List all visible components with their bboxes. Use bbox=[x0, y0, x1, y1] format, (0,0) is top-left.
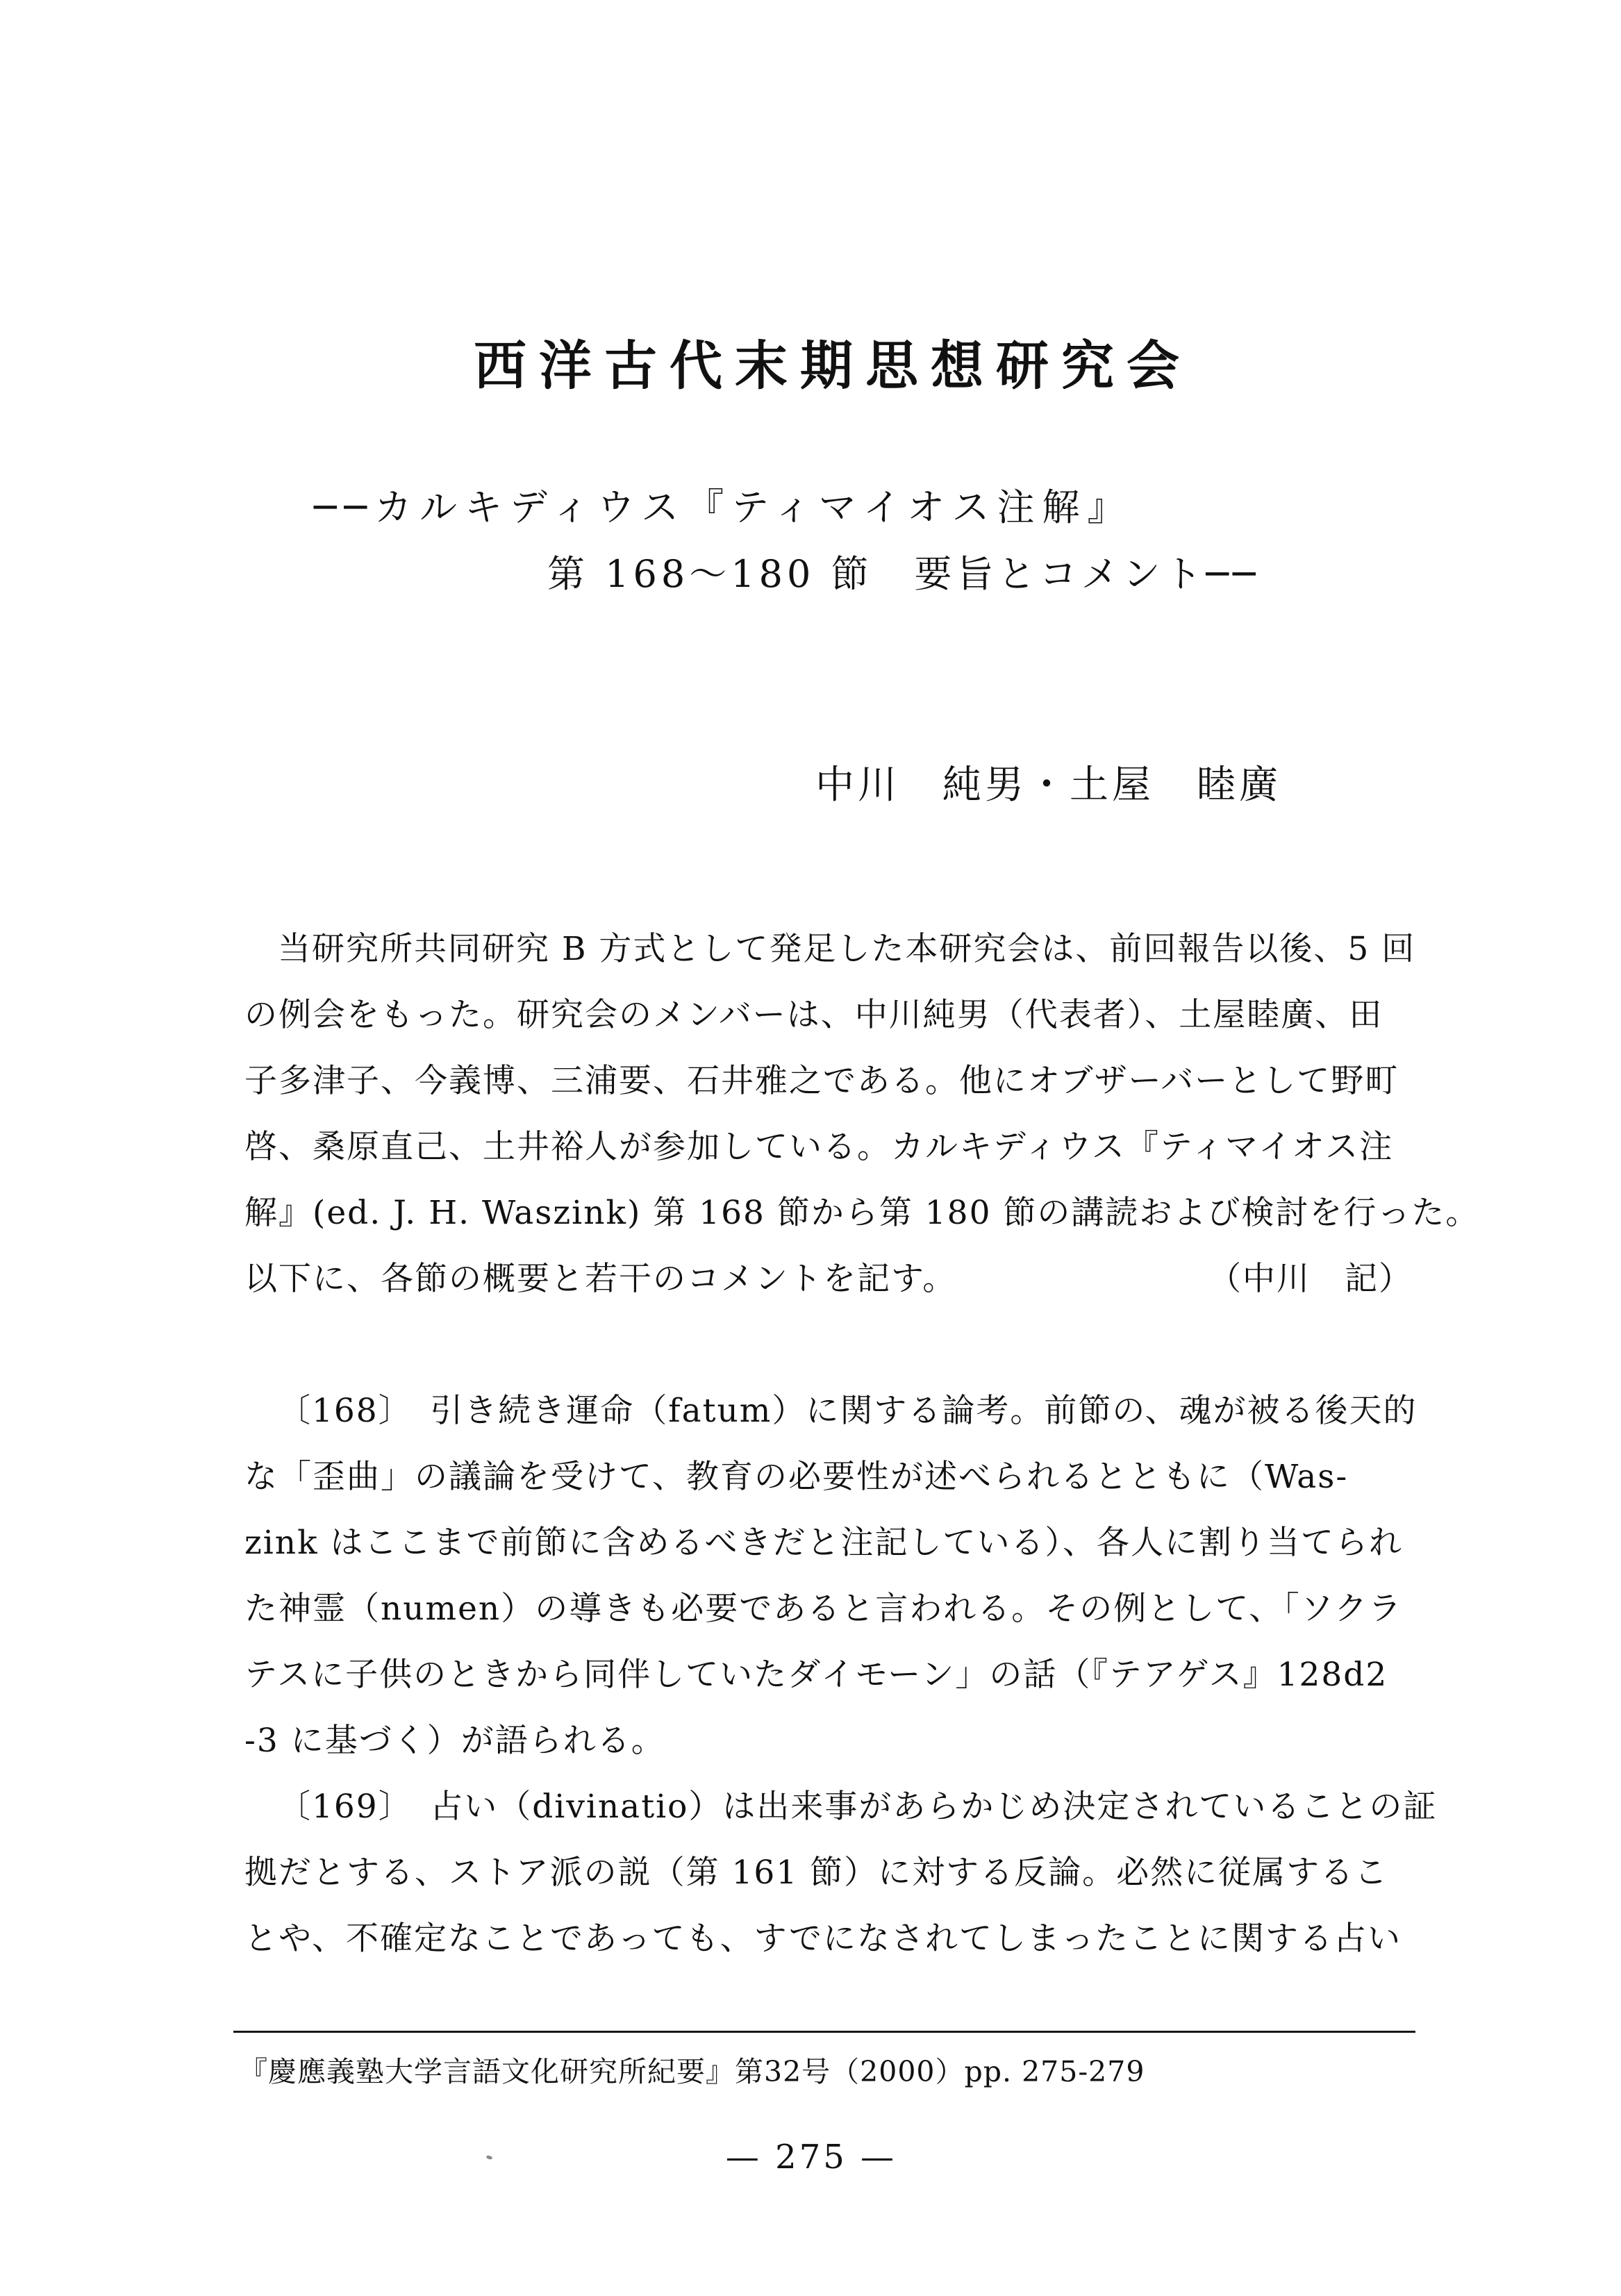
body-text bbox=[244, 916, 1480, 1972]
text-line bbox=[244, 1246, 1413, 1312]
text-line: 〔168〕 引き続き運命（fatum）に関する論考。前節の、魂が被る後天的 bbox=[278, 1392, 1418, 1430]
page-number: — 275 — bbox=[725, 2138, 897, 2177]
text-line: zink はここまで前節に含めるべきだと注記している）、各人に割り当てられ bbox=[244, 1524, 1403, 1562]
section-168-paragraph bbox=[244, 1378, 1418, 1774]
text-line: 子多津子、今義博、三浦要、石井雅之である。他にオブザーバーとして野町 bbox=[244, 1062, 1399, 1100]
text-line: -3 に基づく）が語られる。 bbox=[244, 1722, 665, 1760]
intro-paragraph bbox=[244, 916, 1480, 1312]
page-title: 西洋古代末期思想研究会 bbox=[474, 335, 1192, 397]
text-line: た神霊（numen）の導きも必要であると言われる。その例として、「ソクラ bbox=[244, 1590, 1403, 1628]
text-line: な「歪曲」の議論を受けて、教育の必要性が述べられるとともに（Was- bbox=[244, 1458, 1349, 1496]
footnote-divider bbox=[233, 2031, 1415, 2033]
closing-sentence: 以下に、各節の概要と若干のコメントを記す。 bbox=[244, 1260, 957, 1298]
text-line: テスに子供のときから同伴していたダイモーン」の話（『テアゲス』128d2 bbox=[244, 1656, 1388, 1694]
citation-footnote: 『慶應義塾大学言語文化研究所紀要』第32号（2000）pp. 275-279 bbox=[239, 2055, 1145, 2088]
text-line: 〔169〕 占い（divinatio）は出来事があらかじめ決定されていることの証 bbox=[278, 1788, 1438, 1826]
subtitle-line-2: 第 168～180 節 要旨とコメント── bbox=[547, 552, 1260, 596]
section-169-paragraph bbox=[244, 1774, 1438, 1972]
text-line: 当研究所共同研究 B 方式として発足した本研究会は、前回報告以後、5 回 bbox=[278, 930, 1416, 968]
attribution-note: （中川 記） bbox=[1208, 1260, 1413, 1298]
authors-line: 中川 純男・土屋 睦廣 bbox=[815, 763, 1281, 808]
text-line: の例会をもった。研究会のメンバーは、中川純男（代表者）、土屋睦廣、田 bbox=[244, 996, 1383, 1034]
text-line: 拠だとする、ストア派の説（第 161 節）に対する反論。必然に従属するこ bbox=[244, 1854, 1389, 1892]
subtitle-line-1: ──カルキディウス『ティマイオス注解』 bbox=[314, 485, 1133, 529]
text-line: 啓、桑原直己、土井裕人が参加している。カルキディウス『ティマイオス注 bbox=[244, 1128, 1394, 1166]
text-line: 解』(ed. J. H. Waszink) 第 168 節から第 180 節の講読および検討を行った。 bbox=[244, 1194, 1480, 1232]
text-line: とや、不確定なことであっても、すでになされてしまったことに関する占い bbox=[244, 1920, 1402, 1958]
